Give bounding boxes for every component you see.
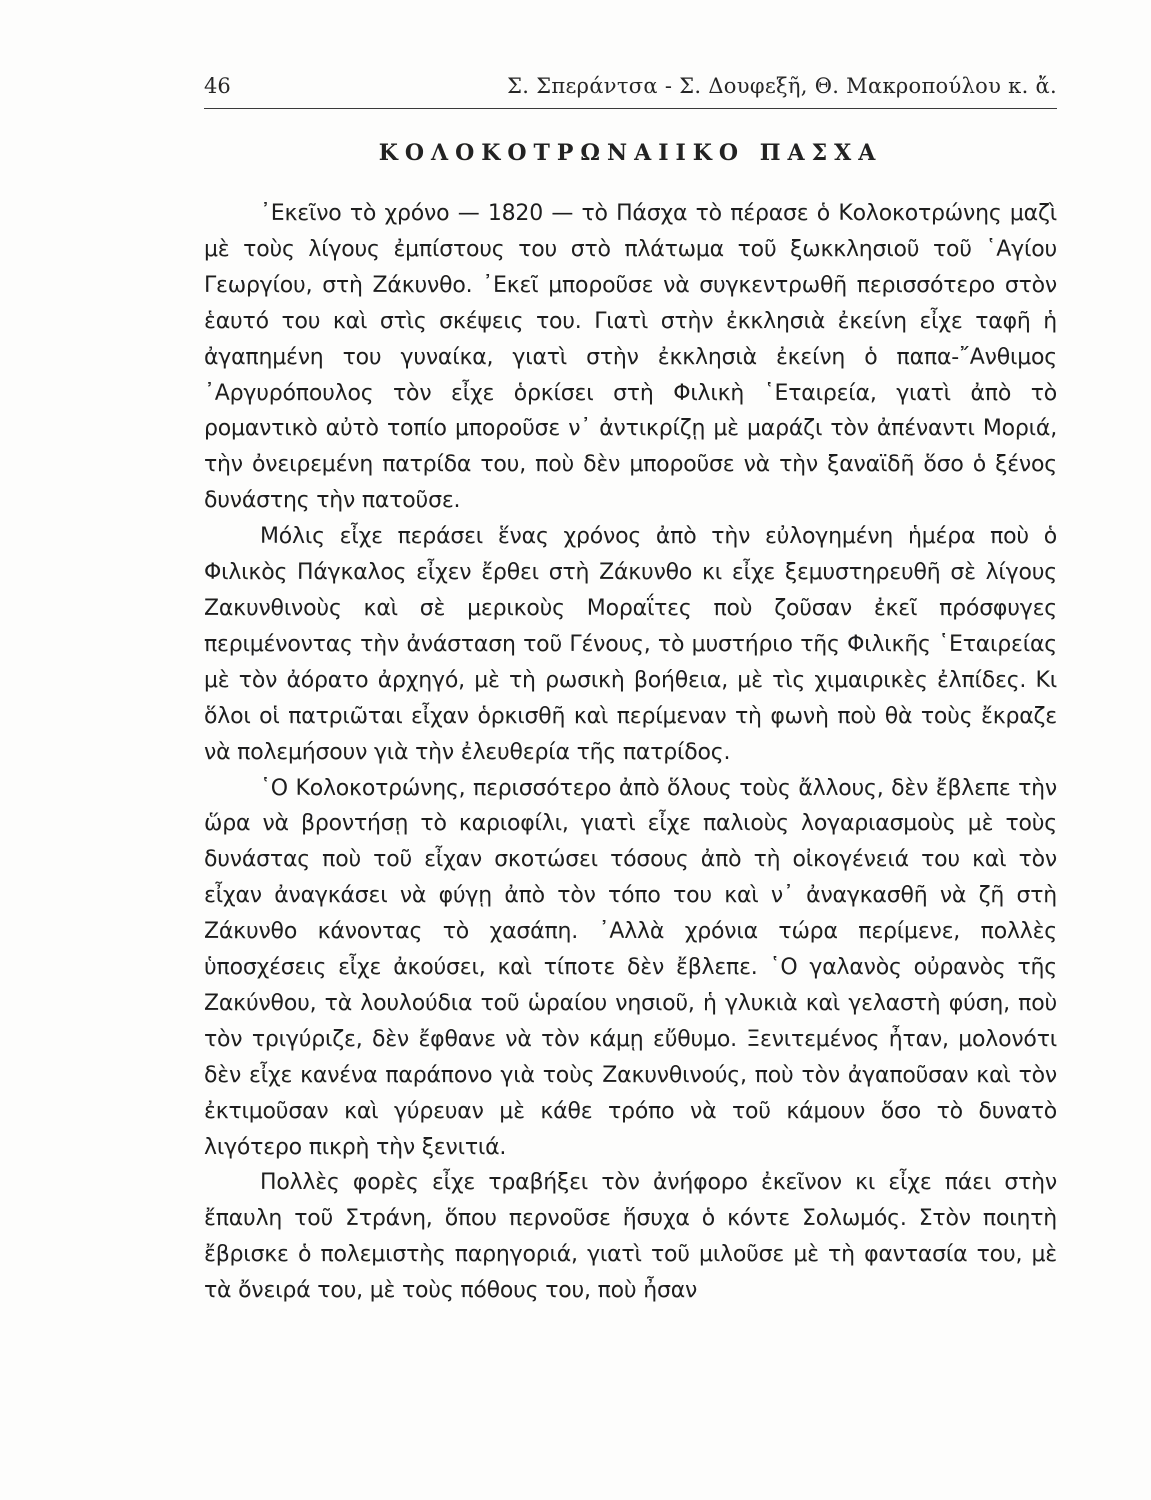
paragraph-3: ῾Ο Κολοκοτρώνης, περισσότερο ἀπὸ ὅλους τοὺς ἄλλους, δὲν ἔβλεπε τὴν ὥρα νὰ βροντήσῃ τὸ καριοφίλι, γιατὶ εἶχε παλιοὺς λογαριασμοὺς μὲ τοὺς δυνάστας ποὺ τοῦ εἶχαν σκοτώσει τόσους ἀπὸ τὴ οἰκογένειά του καὶ τὸν εἶχαν ἀναγκάσει νὰ φύγῃ ἀπὸ τὸν τόπο του καὶ ν᾿ ἀναγκασθῆ νὰ ζῆ στὴ Ζάκυνθο κάνοντας τὸ χασάπη. ᾿Αλλὰ χρόνια τώρα περίμενε, πολλὲς ὑποσχέσεις εἶχε ἀκούσει, καὶ τίποτε δὲν ἔβλεπε. ῾Ο γαλανὸς οὐρανὸς τῆς Ζακύνθου, τὰ λουλούδια τοῦ ὡραίου νησιοῦ, ἡ γλυκιὰ καὶ γελαστὴ φύση, ποὺ τὸν τριγύριζε, δὲν ἔφθανε νὰ τὸν κάμῃ εὔθυμο. Ξενιτεμένος ἦταν, μολονότι δὲν εἶχε κανένα παράπονο γιὰ τοὺς Ζακυνθινούς, ποὺ τὸν ἀγαποῦσαν καὶ τὸν ἐκτιμοῦσαν καὶ γύρευαν μὲ κάθε τρόπο νὰ τοῦ κάμουν ὅσο τὸ δυνατὸ λιγότερο πικρὴ τὴν ξενιτιά. [204,775,1057,1160]
paragraph-4: Πολλὲς φορὲς εἶχε τραβήξει τὸν ἀνήφορο ἐκεῖνον κι εἶχε πάει στὴν ἔπαυλη τοῦ Στράνη, ὅπου περνοῦσε ἥσυχα ὁ κόντε Σολωμός. Στὸν ποιητὴ ἔβρισκε ὁ πολεμιστὴς παρηγοριά, γιατὶ τοῦ μιλοῦσε μὲ τὴ φαντασία του, μὲ τὰ ὄνειρά του, μὲ τοὺς πόθους του, ποὺ ἦσαν [204,1170,1057,1304]
running-head [204,72,1057,104]
paragraph-2: Μόλις εἶχε περάσει ἕνας χρόνος ἀπὸ τὴν εὐλογημένη ἡμέρα ποὺ ὁ Φιλικὸς Πάγκαλος εἶχεν ἔρθει στὴ Ζάκυνθο κι εἶχε ξεμυστηρευθῆ σὲ λίγους Ζακυνθινοὺς καὶ σὲ μερικοὺς Μοραΐτες ποὺ ζοῦσαν ἐκεῖ πρόσφυγες περιμένοντας τὴν ἀνάσταση τοῦ Γένους, τὸ μυστήριο τῆς Φιλικῆς ῾Εταιρείας μὲ τὸν ἀόρατο ἀρχηγό, μὲ τὴ ρωσικὴ βοήθεια, μὲ τὶς χιμαιρικὲς ἐλπίδες. Κι ὅλοι οἱ πατριῶται εἶχαν ὁρκισθῆ καὶ περίμεναν τὴ φωνὴ ποὺ θὰ τοὺς ἔκραζε νὰ πολεμήσουν γιὰ τὴν ἐλευθερία τῆς πατρίδος. [204,524,1057,765]
body-text [204,196,1057,1309]
header-authors: Σ. Σπεράντσα - Σ. Δουφεξῆ, Θ. Μακροπούλου κ. ἄ. [507,74,1057,98]
page-number: 46 [204,74,231,98]
header-rule [204,108,1057,109]
paragraph-1: ᾿Εκεῖνο τὸ χρόνο — 1820 — τὸ Πάσχα τὸ πέρασε ὁ Κολοκοτρώνης μαζὶ μὲ τοὺς λίγους ἐμπίστους του στὸ πλάτωμα τοῦ ξωκκλησιοῦ τοῦ ῾Αγίου Γεωργίου, στὴ Ζάκυνθο. ᾿Εκεῖ μποροῦσε νὰ συγκεντρωθῆ περισσότερο στὸν ἑαυτό του καὶ στὶς σκέψεις του. Γιατὶ στὴν ἐκκλησιὰ ἐκείνη εἶχε ταφῆ ἡ ἀγαπημένη του γυναίκα, γιατὶ στὴν ἐκκλησιὰ ἐκείνη ὁ παπα-῎Ανθιμος ᾿Αργυρόπουλος τὸν εἶχε ὁρκίσει στὴ Φιλικὴ ῾Εταιρεία, γιατὶ ἀπὸ τὸ ρομαντικὸ αὐτὸ τοπίο μποροῦσε ν᾿ ἀντικρίζῃ μὲ μαράζι τὸν ἀπέναντι Μοριά, τὴν ὀνειρεμένη πατρίδα του, ποὺ δὲν μποροῦσε νὰ τὴν ξαναϊδῆ ὅσο ὁ ξένος δυνάστης τὴν πατοῦσε. [204,201,1057,514]
chapter-title: ΚΟΛΟΚΟΤΡΩΝΑΙΙΚΟ ΠΑΣΧΑ [378,140,883,166]
